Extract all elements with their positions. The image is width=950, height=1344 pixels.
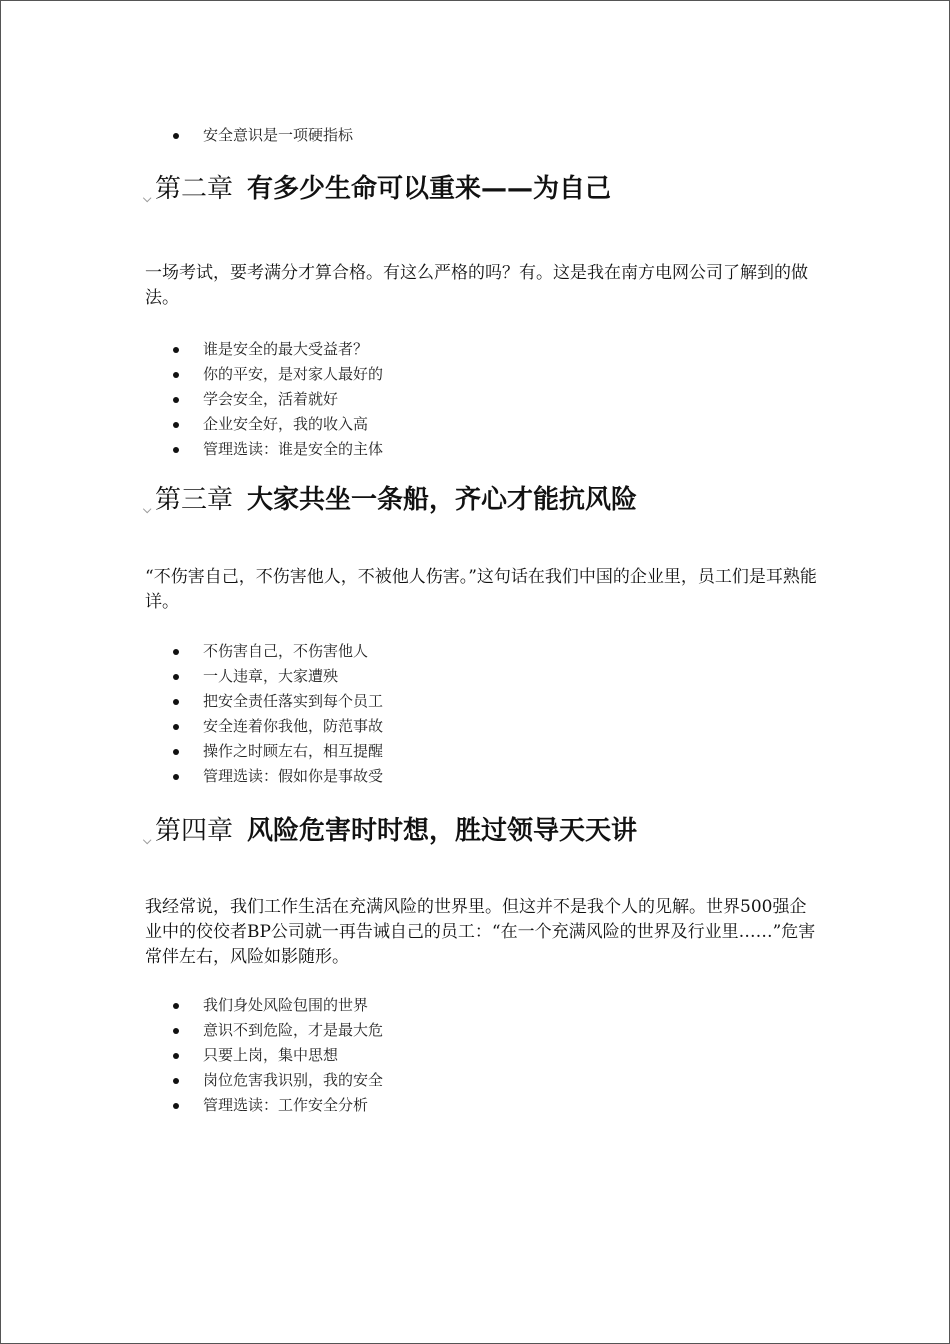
chapter-title: 大家共坐一条船，齐心才能抗风险 (247, 485, 638, 515)
list-item (145, 639, 817, 664)
list-item-text: 意识不到危险，才是最大危 (203, 1021, 384, 1039)
list-item (145, 1018, 817, 1043)
bullet-icon (173, 1053, 179, 1059)
chapter-heading (145, 479, 817, 519)
chapter-list (145, 993, 817, 1118)
bullet-icon (173, 749, 179, 755)
list-item-text: 你的平安，是对家人最好的 (203, 365, 384, 383)
list-item (145, 337, 817, 362)
chapter-paragraph: 我经常说，我们工作生活在充满风险的世界里。但这并不是我个人的见解。世界500强企业中的佼佼者BP公司就一再告诫自己的员工：“在一个充满风险的世界及行业里……”危害常伴左右，风险如影随形。 (145, 897, 816, 967)
chapter-heading (145, 168, 817, 208)
paragraph-mark-icon: ⌵ (143, 192, 152, 205)
list-item (145, 437, 817, 462)
bullet-icon (173, 649, 179, 655)
list-item (145, 714, 817, 739)
chapter-number: 第三章 (155, 485, 234, 515)
list-item (145, 993, 817, 1018)
chapter-paragraph: 一场考试，要考满分才算合格。有这么严格的吗？有。这是我在南方电网公司了解到的做法。 (145, 263, 808, 308)
bullet-icon (173, 774, 179, 780)
list-item-text: 管理选读：假如你是事故受 (203, 767, 384, 785)
bullet-icon (173, 372, 179, 378)
document-content (145, 123, 817, 1118)
paragraph-mark-icon: ⌵ (143, 834, 152, 847)
list-item-text: 我们身处风险包围的世界 (203, 996, 369, 1014)
list-item (145, 764, 817, 789)
list-item-text: 操作之时顾左右，相互提醒 (203, 742, 384, 760)
bullet-icon (173, 1103, 179, 1109)
list-item (145, 1068, 817, 1093)
list-item-text: 不伤害自己，不伤害他人 (203, 642, 369, 660)
list-item-text: 安全意识是一项硬指标 (203, 126, 354, 144)
list-item-text: 岗位危害我识别，我的安全 (203, 1071, 384, 1089)
chapter-heading (145, 810, 817, 850)
bullet-icon (173, 699, 179, 705)
list-item (145, 664, 817, 689)
bullet-icon (173, 397, 179, 403)
chapter-number: 第四章 (155, 816, 234, 846)
list-item-text: 谁是安全的最大受益者？ (203, 340, 369, 358)
list-item (145, 123, 817, 148)
list-item-text: 一人违章，大家遭殃 (203, 667, 339, 685)
chapter-number: 第二章 (155, 174, 234, 204)
list-item-text: 企业安全好，我的收入高 (203, 415, 369, 433)
bullet-icon (173, 674, 179, 680)
paragraph-mark-icon: ⌵ (143, 503, 152, 516)
list-item-text: 管理选读：工作安全分析 (203, 1096, 369, 1114)
bullet-icon (173, 1028, 179, 1034)
list-item-text: 学会安全，活着就好 (203, 390, 339, 408)
bullet-icon (173, 347, 179, 353)
list-item (145, 689, 817, 714)
chapter-list (145, 337, 817, 462)
list-item-text: 只要上岗，集中思想 (203, 1046, 339, 1064)
chapter-title: 风险危害时时想，胜过领导天天讲 (247, 816, 638, 846)
bullet-icon (173, 1078, 179, 1084)
bullet-icon (173, 724, 179, 730)
chapter-list (145, 639, 817, 789)
list-item-text: 安全连着你我他，防范事故 (203, 717, 384, 735)
list-item (145, 739, 817, 764)
list-item-text: 管理选读：谁是安全的主体 (203, 440, 384, 458)
bullet-icon (173, 422, 179, 428)
list-item (145, 1043, 817, 1068)
list-item (145, 387, 817, 412)
bullet-icon (173, 1003, 179, 1009)
bullet-icon (173, 133, 179, 139)
list-item (145, 1093, 817, 1118)
intro-list (145, 123, 817, 148)
bullet-icon (173, 447, 179, 453)
list-item (145, 362, 817, 387)
chapter-title: 有多少生命可以重来——为自己 (247, 174, 612, 204)
list-item (145, 412, 817, 437)
list-item-text: 把安全责任落实到每个员工 (203, 692, 384, 710)
chapter-paragraph: “不伤害自己，不伤害他人，不被他人伤害。”这句话在我们中国的企业里，员工们是耳熟能详。 (145, 567, 817, 612)
